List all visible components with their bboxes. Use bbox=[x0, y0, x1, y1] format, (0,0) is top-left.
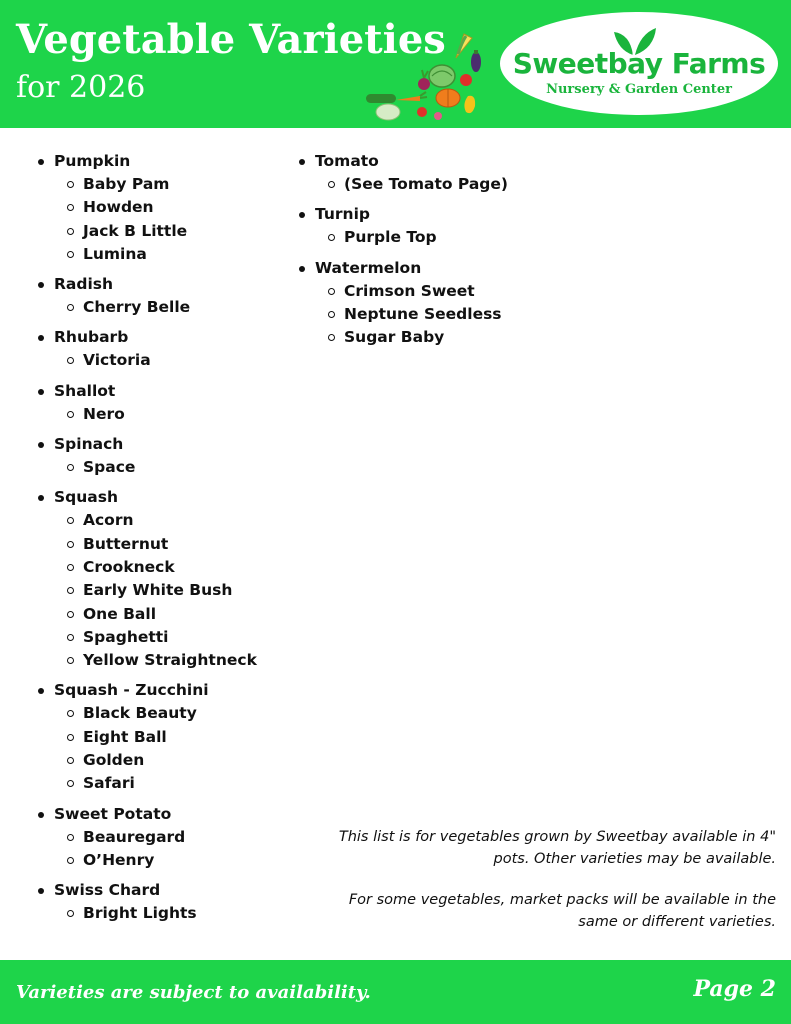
variety-item: One Ball bbox=[36, 603, 296, 626]
variety-item: Beauregard bbox=[36, 826, 296, 849]
header-banner bbox=[0, 0, 791, 128]
footer-banner bbox=[0, 960, 791, 1024]
variety-list bbox=[36, 349, 296, 372]
variety-list bbox=[36, 826, 296, 873]
crop-name: Pumpkin bbox=[36, 150, 296, 173]
availability-disclaimer: Varieties are subject to availability. bbox=[16, 982, 371, 1003]
lettuce-icon bbox=[429, 65, 455, 87]
variety-item: (See Tomato Page) bbox=[297, 173, 557, 196]
crop-list bbox=[297, 150, 557, 349]
pumpkin-icon bbox=[436, 89, 460, 107]
crop-column-right bbox=[297, 150, 557, 356]
vegetables-illustration-icon bbox=[362, 28, 492, 123]
crop-item bbox=[297, 257, 557, 350]
variety-list bbox=[297, 280, 557, 350]
variety-item: Eight Ball bbox=[36, 726, 296, 749]
crop-item bbox=[36, 380, 296, 426]
variety-item: Golden bbox=[36, 749, 296, 772]
crop-name: Tomato bbox=[297, 150, 557, 173]
corn-icon bbox=[456, 34, 472, 58]
cucumber-icon bbox=[366, 94, 396, 103]
cabbage-icon bbox=[376, 104, 400, 120]
radish-icon bbox=[434, 112, 442, 120]
crop-item bbox=[297, 150, 557, 196]
variety-item: Butternut bbox=[36, 533, 296, 556]
crop-item bbox=[36, 879, 296, 925]
variety-item: Nero bbox=[36, 403, 296, 426]
crop-name: Shallot bbox=[36, 380, 296, 403]
variety-item: Safari bbox=[36, 772, 296, 795]
variety-item: Space bbox=[36, 456, 296, 479]
crop-item bbox=[36, 679, 296, 795]
variety-item: O’Henry bbox=[36, 849, 296, 872]
variety-list bbox=[36, 173, 296, 266]
variety-item: Black Beauty bbox=[36, 702, 296, 725]
variety-item: Lumina bbox=[36, 243, 296, 266]
sweetbay-farms-logo bbox=[500, 12, 778, 115]
crop-name: Rhubarb bbox=[36, 326, 296, 349]
page-subtitle: for 2026 bbox=[16, 70, 146, 105]
crop-item bbox=[36, 150, 296, 266]
crop-name: Radish bbox=[36, 273, 296, 296]
crop-name: Watermelon bbox=[297, 257, 557, 280]
crop-item bbox=[297, 203, 557, 249]
variety-list bbox=[297, 226, 557, 249]
logo-tagline: Nursery & Garden Center bbox=[546, 82, 732, 97]
eggplant-icon bbox=[471, 50, 481, 72]
crop-item bbox=[36, 433, 296, 479]
variety-list bbox=[36, 902, 296, 925]
variety-list bbox=[36, 509, 296, 672]
variety-item: Early White Bush bbox=[36, 579, 296, 602]
variety-list bbox=[36, 403, 296, 426]
variety-list bbox=[36, 456, 296, 479]
crop-name: Swiss Chard bbox=[36, 879, 296, 902]
variety-item: Spaghetti bbox=[36, 626, 296, 649]
logo-name: Sweetbay Farms bbox=[512, 47, 766, 80]
pepper-icon bbox=[464, 96, 475, 113]
variety-item: Crimson Sweet bbox=[297, 280, 557, 303]
page-number: Page 2 bbox=[693, 976, 776, 1002]
variety-item: Acorn bbox=[36, 509, 296, 532]
variety-item: Victoria bbox=[36, 349, 296, 372]
variety-list bbox=[297, 173, 557, 196]
variety-item: Crookneck bbox=[36, 556, 296, 579]
carrot-icon bbox=[396, 92, 427, 101]
crop-name: Spinach bbox=[36, 433, 296, 456]
crop-item bbox=[36, 273, 296, 319]
crop-item bbox=[36, 326, 296, 372]
variety-item: Bright Lights bbox=[36, 902, 296, 925]
variety-item: Neptune Seedless bbox=[297, 303, 557, 326]
pots-note: This list is for vegetables grown by Sweetbay available in 4" pots. Other varieties may be available. bbox=[338, 829, 776, 867]
crop-name: Squash - Zucchini bbox=[36, 679, 296, 702]
beet-icon bbox=[418, 70, 430, 90]
crop-name: Sweet Potato bbox=[36, 803, 296, 826]
market-packs-note: For some vegetables, market packs will be available in the same or different varieties. bbox=[348, 892, 776, 930]
crop-item bbox=[36, 486, 296, 672]
variety-item: Purple Top bbox=[297, 226, 557, 249]
crop-name: Turnip bbox=[297, 203, 557, 226]
variety-item: Baby Pam bbox=[36, 173, 296, 196]
page-title: Vegetable Varieties bbox=[16, 16, 446, 63]
variety-list bbox=[36, 702, 296, 795]
crop-list bbox=[36, 150, 296, 926]
variety-item: Howden bbox=[36, 196, 296, 219]
crop-column-left bbox=[36, 150, 296, 933]
crop-name: Squash bbox=[36, 486, 296, 509]
variety-item: Cherry Belle bbox=[36, 296, 296, 319]
variety-item: Yellow Straightneck bbox=[36, 649, 296, 672]
crop-item bbox=[36, 803, 296, 873]
variety-item: Sugar Baby bbox=[297, 326, 557, 349]
variety-list bbox=[36, 296, 296, 319]
variety-item: Jack B Little bbox=[36, 220, 296, 243]
